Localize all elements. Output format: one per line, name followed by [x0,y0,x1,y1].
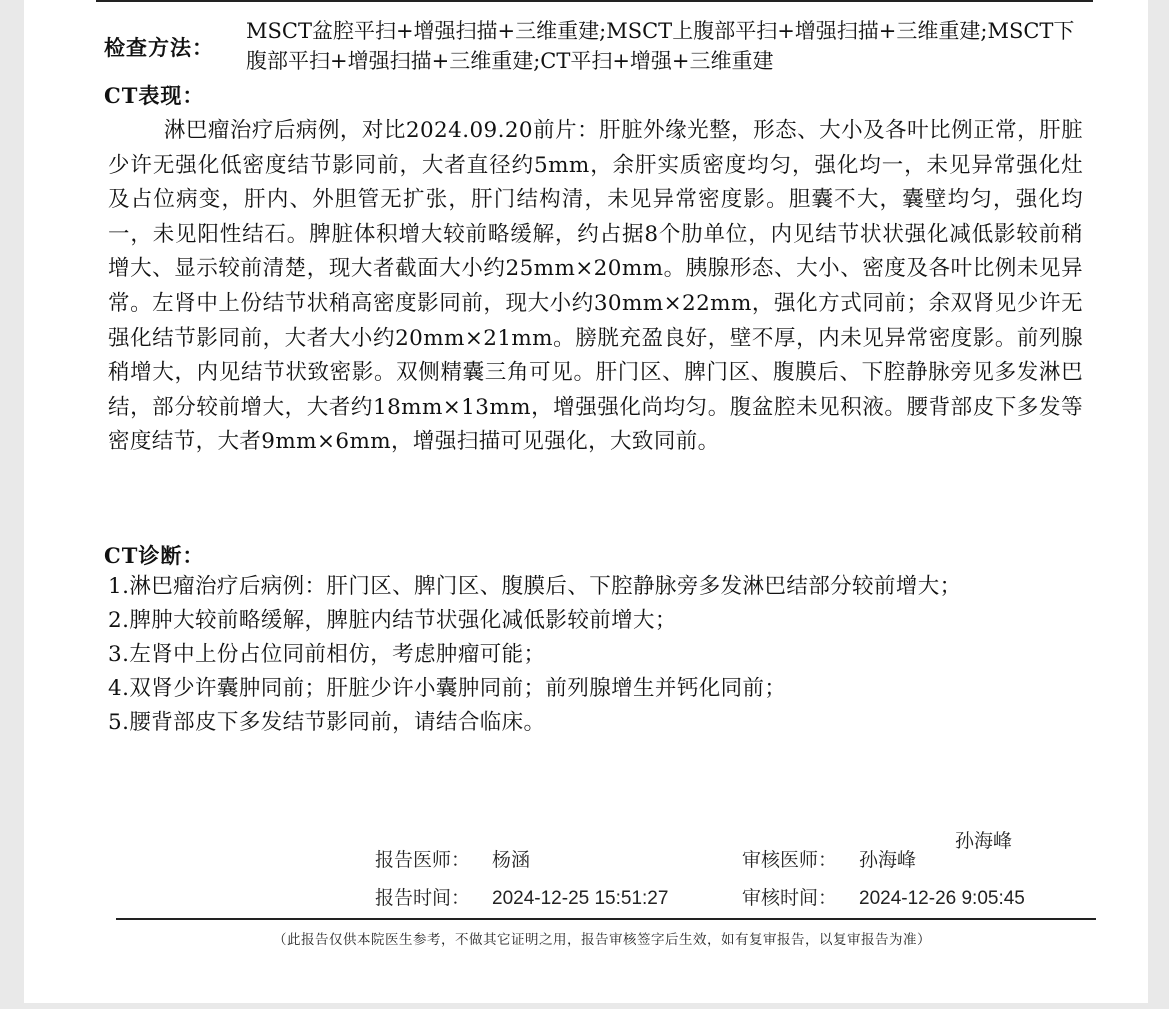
diagnosis-heading: CT诊断： [104,543,205,568]
report-time [375,883,668,910]
report-doctor [375,845,530,872]
report-doctor-name: 杨涵 [492,850,531,871]
diagnosis-item: 3.左肾中上份占位同前相仿，考虑肿瘤可能； [108,642,546,667]
diagnosis-item: 4.双肾少许囊肿同前；肝脏少许小囊肿同前；前列腺增生并钙化同前； [108,676,787,701]
diagnosis-item: 1.淋巴瘤治疗后病例：肝门区、脾门区、腹膜后、下腔静脉旁多发淋巴结部分较前增大； [108,574,962,599]
diagnosis-item: 2.脾肿大较前略缓解，脾脏内结节状强化减低影较前增大； [108,608,677,633]
review-time-label: 审核时间： [742,888,838,909]
review-signature: 孙海峰 [955,830,1013,852]
report-time-label: 报告时间： [375,888,471,909]
review-doctor-label: 审核医师： [742,850,838,871]
review-time-value: 2024-12-26 9:05:45 [859,888,1025,909]
findings-heading: CT表现： [104,83,205,108]
review-time [742,883,1025,910]
exam-method-label: 检查方法： [104,35,214,60]
bottom-divider [116,918,1096,920]
findings-text: 淋巴瘤治疗后病例，对比2024.09.20前片：肝脏外缘光整，形态、大小及各叶比例正常，肝脏少许无强化低密度结节影同前，大者直径约5mm，余肝实质密度均匀，强化均一，未见异常强化灶及占位病变，肝内、外胆管无扩张，肝门结构清，未见异常密度影。胆囊不大，囊壁均匀，强化均一，未见阳性结石。脾脏体积增大较前略缓解，约占据8个肋单位，内见结节状状强化减低影较前稍增大、显示较前清楚，现大者截面大小约25mm×20mm。胰腺形态、大小、密度及各叶比例未见异常。左肾中上份结节状稍高密度影同前，现大小约30mm×22mm，强化方式同前；余双肾见少许无强化结节影同前，大者大小约20mm×21mm。膀胱充盈良好，壁不厚，内未见异常密度影。前列腺稍增大，内见结节状致密影。双侧精囊三角可见。肝门区、脾门区、腹膜后、下腔静脉旁见多发淋巴结，部分较前增大，大者约18mm×13mm，增强强化尚均匀。腹盆腔未见积液。腰背部皮下多发等密度结节，大者9mm×6mm，增强扫描可见强化，大致同前。 [108,118,1083,455]
top-divider [96,0,1093,2]
report-doctor-label: 报告医师： [375,850,471,871]
diagnosis-item: 5.腰背部皮下多发结节影同前，请结合临床。 [108,710,546,735]
diagnosis-list [108,570,1083,740]
report-time-value: 2024-12-25 15:51:27 [492,888,669,909]
exam-method [104,14,1094,76]
exam-method-text: MSCT盆腔平扫+增强扫描+三维重建;MSCT上腹部平扫+增强扫描+三维重建;MSCT下腹部平扫+增强扫描+三维重建;CT平扫+增强+三维重建 [246,19,1075,73]
disclaimer-footnote: （此报告仅供本院医生参考，不做其它证明之用，报告审核签字后生效，如有复审报告，以复审报告为准） [273,932,931,948]
review-doctor [742,845,916,872]
review-doctor-name: 孙海峰 [859,850,917,871]
